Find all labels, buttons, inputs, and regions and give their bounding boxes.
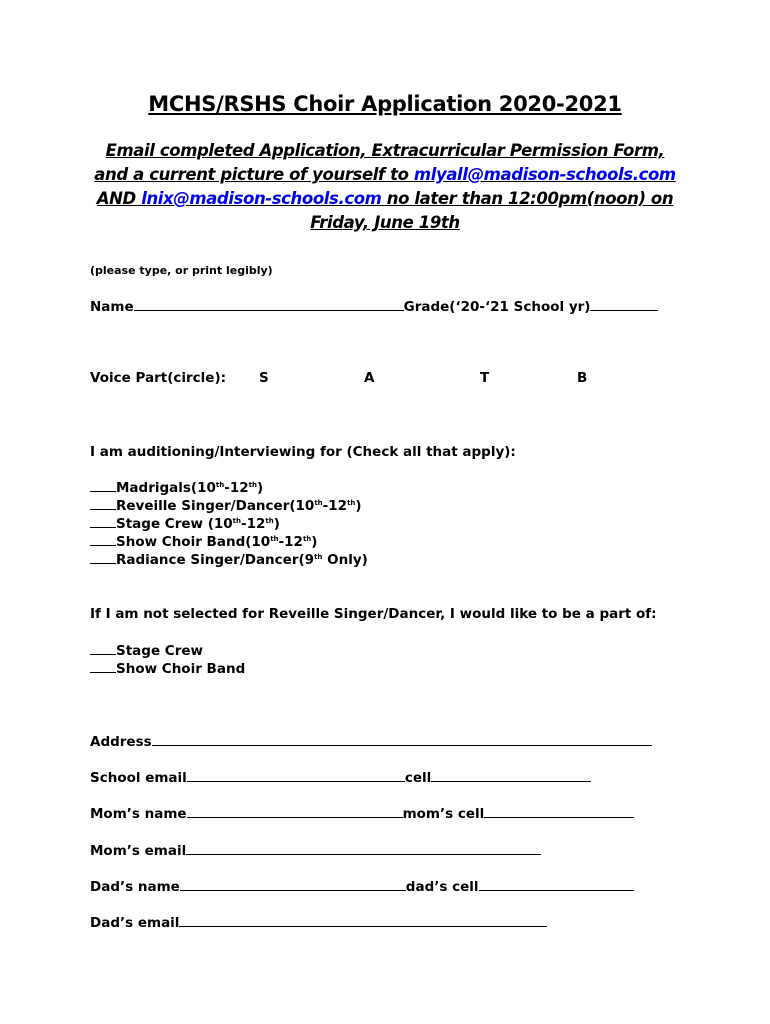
print-note: (please type, or print legibly) [90, 264, 273, 277]
voice-option-soprano[interactable]: S [259, 370, 269, 386]
dads-cell-field[interactable] [479, 878, 634, 891]
checkbox-blank[interactable] [90, 660, 116, 673]
dads-cell-label: dad’s cell [405, 879, 479, 895]
checkbox-blank[interactable] [90, 497, 116, 510]
grade-field[interactable] [590, 298, 658, 311]
cell-field[interactable] [431, 769, 591, 782]
school-email-field[interactable] [187, 769, 405, 782]
dads-email-label: Dad’s email [90, 915, 180, 931]
alternate-item-stage-crew[interactable]: Stage Crew [90, 642, 203, 659]
voice-part-label: Voice Part(circle): [90, 370, 227, 386]
moms-name-row [90, 805, 634, 822]
audition-item-stage-crew[interactable]: Stage Crew (10th-12th) [90, 515, 280, 532]
address-field[interactable] [152, 733, 652, 746]
audition-heading: I am auditioning/Interviewing for (Check all that apply): [90, 444, 516, 460]
voice-option-tenor[interactable]: T [480, 370, 490, 386]
moms-email-field[interactable] [186, 842, 541, 855]
submission-instructions [80, 139, 690, 235]
instruction-line-2: and a current picture of yourself to mlyall@madison-schools.com [94, 165, 676, 184]
audition-item-madrigals[interactable]: Madrigals(10th-12th) [90, 479, 263, 496]
dads-email-row [90, 914, 547, 931]
instruction-line-3: AND lnix@madison-schools.com no later than 12:00pm(noon) on [96, 189, 674, 208]
cell-label: cell [404, 770, 432, 786]
alternate-item-show-choir-band[interactable]: Show Choir Band [90, 660, 245, 677]
voice-option-bass[interactable]: B [577, 370, 588, 386]
email-link-lyall[interactable]: mlyall@madison-schools.com [413, 165, 676, 184]
moms-name-label: Mom’s name [90, 806, 187, 822]
instruction-line-1: Email completed Application, Extracurricular Permission Form, [105, 141, 665, 160]
moms-cell-label: mom’s cell [402, 806, 485, 822]
page-title: MCHS/RSHS Choir Application 2020-2021 [148, 92, 622, 116]
dads-name-label: Dad’s name [90, 879, 180, 895]
checkbox-blank[interactable] [90, 551, 116, 564]
checkbox-blank[interactable] [90, 479, 116, 492]
audition-item-radiance[interactable]: Radiance Singer/Dancer(9th Only) [90, 551, 368, 568]
school-email-row [90, 769, 591, 786]
dads-name-field[interactable] [180, 878, 406, 891]
instruction-line-4: Friday, June 19th [310, 213, 460, 232]
checkbox-blank[interactable] [90, 533, 116, 546]
dads-email-field[interactable] [179, 914, 547, 927]
moms-name-field[interactable] [187, 805, 403, 818]
voice-option-alto[interactable]: A [364, 370, 375, 386]
moms-email-row [90, 842, 541, 859]
moms-cell-field[interactable] [484, 805, 634, 818]
address-label: Address [90, 734, 152, 750]
school-email-label: School email [90, 770, 187, 786]
address-row [90, 733, 652, 750]
moms-email-label: Mom’s email [90, 843, 187, 859]
grade-label: Grade(‘20-‘21 School yr) [403, 299, 591, 315]
name-grade-row [90, 298, 658, 315]
checkbox-blank[interactable] [90, 515, 116, 528]
name-label: Name [90, 299, 134, 315]
audition-item-show-choir-band[interactable]: Show Choir Band(10th-12th) [90, 533, 317, 550]
name-field[interactable] [134, 298, 404, 311]
dads-name-row [90, 878, 634, 895]
checkbox-blank[interactable] [90, 642, 116, 655]
audition-item-reveille[interactable]: Reveille Singer/Dancer(10th-12th) [90, 497, 362, 514]
email-link-nix[interactable]: lnix@madison-schools.com [141, 189, 382, 208]
alternate-heading: If I am not selected for Reveille Singer/Dancer, I would like to be a part of: [90, 606, 657, 622]
